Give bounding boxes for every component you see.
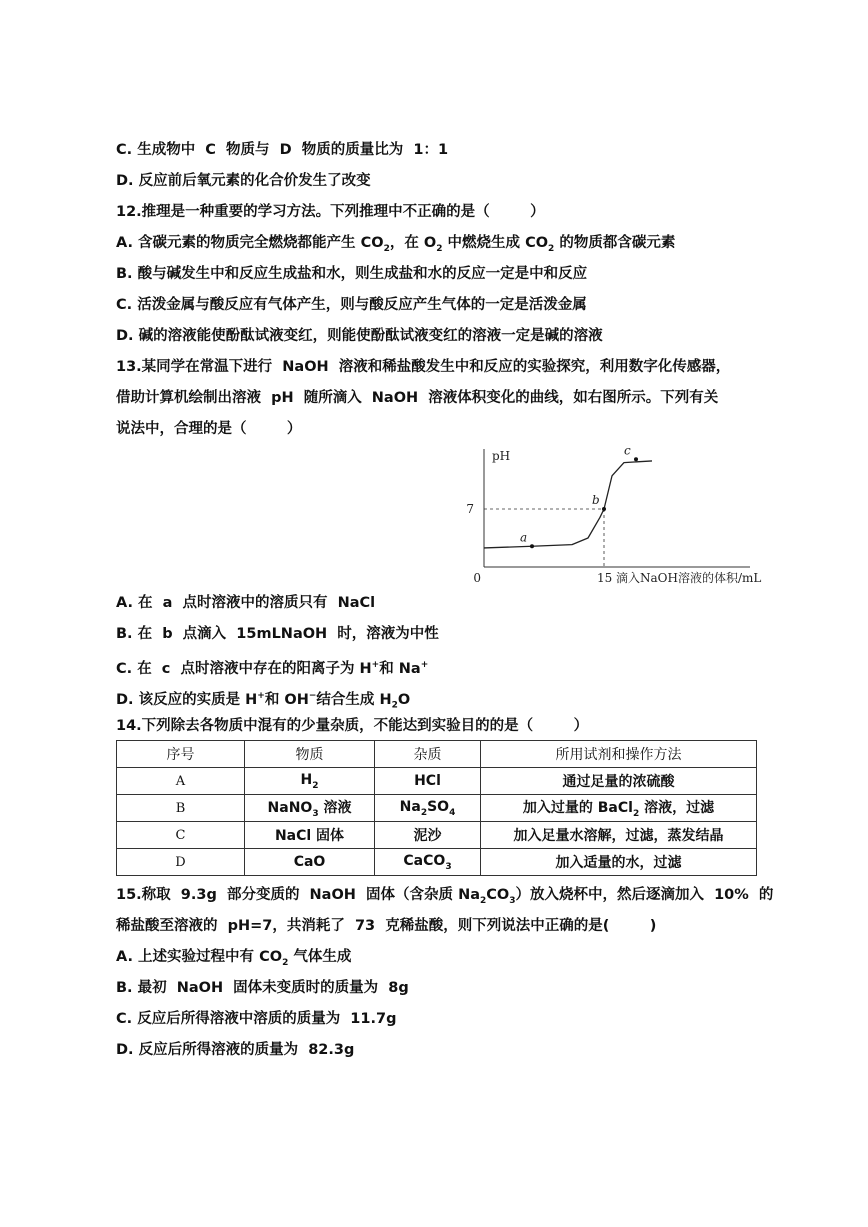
q11-option-c: C. 生成物中 C 物质与 D 物质的质量比为 1：1 <box>116 142 449 158</box>
table-header-row <box>117 741 757 768</box>
q13-option-a: A. 在 a 点时溶液中的溶质只有 NaCl <box>116 595 376 611</box>
row-impurity: $Na_2SO_4$ <box>375 795 481 822</box>
q13-option-c: C. 在 c 点时溶液中存在的阳离子为 H+和 Na+ <box>116 660 429 677</box>
table-row <box>117 822 757 849</box>
ph-curve-chart <box>466 443 762 585</box>
q12-option-a: A. 含碳元素的物质完全燃烧都能产生 $CO_2$，在 $O_2$ 中燃烧生成 $CO_2$ 的物质都含碳元素 <box>116 235 676 254</box>
impurity-table <box>116 740 757 876</box>
q13-stem-line1: 13.某同学在常温下进行 NaOH 溶液和稀盐酸发生中和反应的实验探究，利用数字化传感器， <box>116 359 731 375</box>
q12-stem: 12.推理是一种重要的学习方法。下列推理中不正确的是（ ） <box>116 204 545 220</box>
q13-stem-line3: 说法中，合理的是（ ） <box>116 421 302 437</box>
row-id: D <box>117 849 245 876</box>
chart-axes <box>466 449 761 585</box>
q14-stem: 14.下列除去各物质中混有的少量杂质，不能达到实验目的的是（ ） <box>116 718 589 734</box>
q13-option-b: B. 在 b 点滴入 15mLNaOH 时，溶液为中性 <box>116 626 439 642</box>
q12-option-b: B. 酸与碱发生中和反应生成盐和水，则生成盐和水的反应一定是中和反应 <box>116 266 588 282</box>
row-substance: NaCl 固体 <box>245 822 375 849</box>
q15-stem-line1: 15.称取 9.3g 部分变质的 NaOH 固体（含杂质 $Na_2CO_3$）放入烧杯中，然后逐滴加入 10% 的 <box>116 887 774 906</box>
y-tick-label: 7 <box>466 502 474 516</box>
q11-option-d: D. 反应前后氧元素的化合价发生了改变 <box>116 173 371 189</box>
x-tick-label: 15 <box>597 571 613 585</box>
q13-stem-line2: 借助计算机绘制出溶液 pH 随所滴入 NaOH 溶液体积变化的曲线，如右图所示。下列有关 <box>116 390 719 406</box>
table-row <box>117 795 757 822</box>
point-label-b: b <box>592 493 600 507</box>
table-row <box>117 849 757 876</box>
row-impurity: CaCO$_3$ <box>375 849 481 876</box>
q13-option-d: D. 该反应的实质是 H+和 OH−结合生成 $H_2O$ <box>116 691 411 711</box>
q15-option-b: B. 最初 NaOH 固体未变质时的质量为 8g <box>116 980 409 996</box>
y-axis-label: pH <box>492 449 511 463</box>
row-substance: NaNO$_3$ 溶液 <box>245 795 375 822</box>
table-row <box>117 768 757 795</box>
x-axis-label: 滴入NaOH溶液的体积/mL <box>616 571 762 585</box>
ph-curve <box>484 461 652 548</box>
q12-option-c: C. 活泼金属与酸反应有气体产生，则与酸反应产生气体的一定是活泼金属 <box>116 297 587 313</box>
row-substance: $H_2$ <box>245 768 375 795</box>
row-impurity: 泥沙 <box>375 822 481 849</box>
q15-option-a: A. 上述实验过程中有 $CO_2$ 气体生成 <box>116 949 352 968</box>
point-a <box>530 544 534 548</box>
point-label-a: a <box>520 530 528 545</box>
q15-option-d: D. 反应后所得溶液的质量为 82.3g <box>116 1042 355 1058</box>
row-id: C <box>117 822 245 849</box>
row-method: 加入足量水溶解，过滤，蒸发结晶 <box>481 822 757 849</box>
row-impurity: HCl <box>375 768 481 795</box>
q15-option-c: C. 反应后所得溶液中溶质的质量为 11.7g <box>116 1011 397 1027</box>
header-impurity: 杂质 <box>375 741 481 768</box>
point-b <box>602 507 606 511</box>
row-method: 加入适量的水，过滤 <box>481 849 757 876</box>
row-method: 加入过量的 BaCl$_2$ 溶液，过滤 <box>481 795 757 822</box>
row-method: 通过足量的浓硫酸 <box>481 768 757 795</box>
header-method: 所用试剂和操作方法 <box>481 741 757 768</box>
row-id: B <box>117 795 245 822</box>
header-id: 序号 <box>117 741 245 768</box>
point-label-c: c <box>624 443 631 458</box>
x-tick-label: 0 <box>473 571 481 585</box>
row-substance: CaO <box>245 849 375 876</box>
point-c <box>634 457 638 461</box>
header-substance: 物质 <box>245 741 375 768</box>
row-id: A <box>117 768 245 795</box>
q15-stem-line2: 稀盐酸至溶液的 pH=7，共消耗了 73 克稀盐酸，则下列说法中正确的是( ) <box>116 918 657 934</box>
q12-option-d: D. 碱的溶液能使酚酞试液变红，则能使酚酞试液变红的溶液一定是碱的溶液 <box>116 328 603 344</box>
